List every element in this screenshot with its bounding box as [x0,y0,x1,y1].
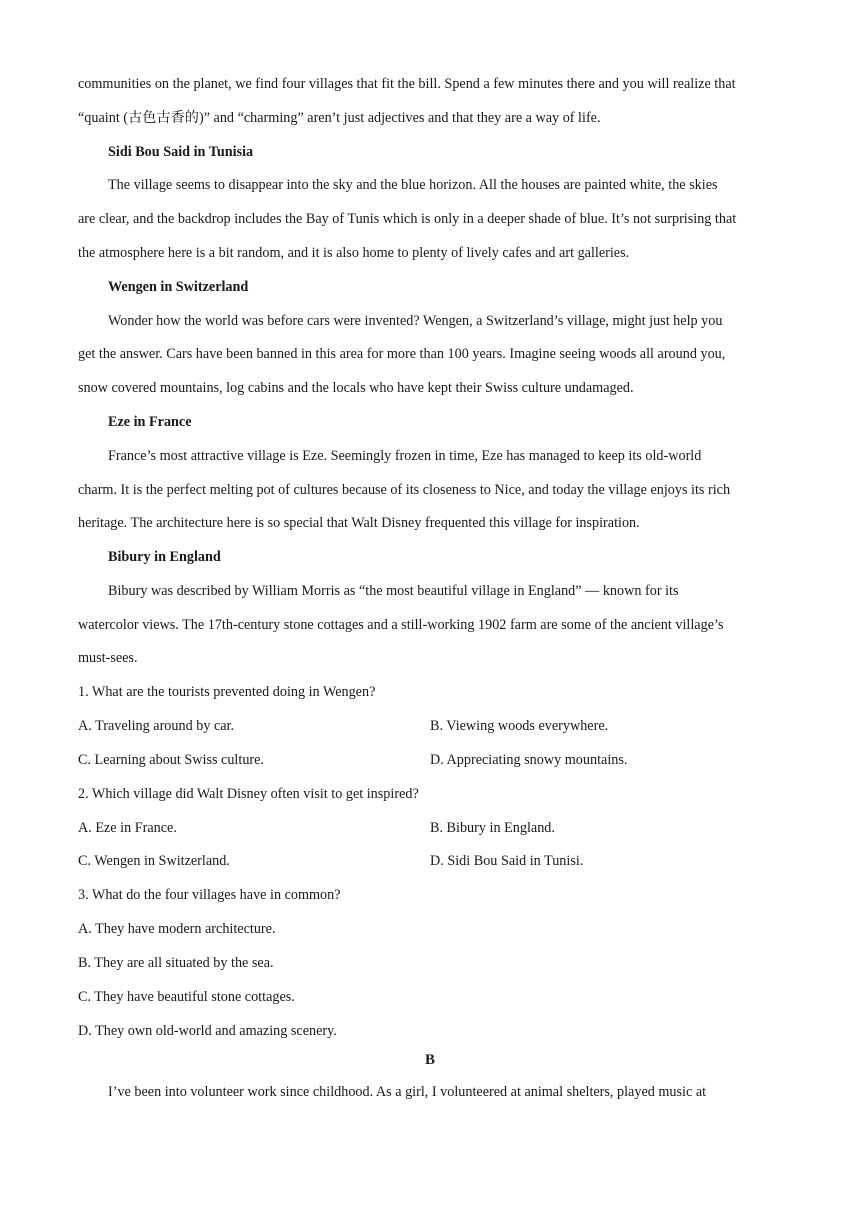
answer-option: D. Sidi Bou Said in Tunisi. [430,853,584,869]
answer-option: D. Appreciating snowy mountains. [430,752,628,768]
answer-option: A. Eze in France. [78,820,177,836]
answer-option: C. Wengen in Switzerland. [78,853,230,869]
paragraph-line: must-sees. [78,650,138,666]
answer-option: C. They have beautiful stone cottages. [78,989,295,1005]
section-heading-eze: Eze in France [108,414,192,430]
paragraph-line: are clear, and the backdrop includes the Bay of Tunis which is only in a deeper shade of blue. It’s not surprising that [78,211,737,227]
answer-option: A. Traveling around by car. [78,718,235,734]
passage-intro-line: “quaint (古色古香的)” and “charming” aren’t just adjectives and that they are a way of life. [78,110,601,126]
paragraph-line: The village seems to disappear into the sky and the blue horizon. All the houses are painted white, the skies [108,177,718,193]
question-stem: 3. What do the four villages have in common? [78,887,341,903]
passage-intro-line: communities on the planet, we find four villages that fit the bill. Spend a few minutes there and you will realize that [78,76,736,92]
answer-option: D. They own old-world and amazing scenery. [78,1023,337,1039]
paragraph-line: charm. It is the perfect melting pot of cultures because of its closeness to Nice, and today the village enjoys its rich [78,482,731,498]
paragraph-line: watercolor views. The 17th-century stone cottages and a still-working 1902 farm are some of the ancient village’s [78,617,724,633]
section-heading-bibury: Bibury in England [108,549,221,565]
answer-option: C. Learning about Swiss culture. [78,752,264,768]
paragraph-line: I’ve been into volunteer work since childhood. As a girl, I volunteered at animal shelters, played music at [108,1084,707,1100]
paragraph-line: the atmosphere here is a bit random, and it is also home to plenty of lively cafes and art galleries. [78,245,630,261]
answer-option: B. Viewing woods everywhere. [430,718,609,734]
answer-option: A. They have modern architecture. [78,921,276,937]
answer-option: B. They are all situated by the sea. [78,955,274,971]
question-stem: 2. Which village did Walt Disney often visit to get inspired? [78,786,419,802]
question-stem: 1. What are the tourists prevented doing in Wengen? [78,684,376,700]
paragraph-line: Wonder how the world was before cars were invented? Wengen, a Switzerland’s village, might just help you [108,313,723,329]
passage-b-title: B [424,1052,435,1068]
section-heading-sidi-bou-said: Sidi Bou Said in Tunisia [108,144,254,160]
section-heading-wengen: Wengen in Switzerland [108,279,249,295]
paragraph-line: heritage. The architecture here is so special that Walt Disney frequented this village for inspiration. [78,515,640,531]
paragraph-line: snow covered mountains, log cabins and the locals who have kept their Swiss culture undamaged. [78,380,634,396]
answer-option: B. Bibury in England. [430,820,555,836]
paragraph-line: get the answer. Cars have been banned in this area for more than 100 years. Imagine seeing woods all around you, [78,346,726,362]
paragraph-line: France’s most attractive village is Eze. Seemingly frozen in time, Eze has managed to keep its old-world [108,448,702,464]
paragraph-line: Bibury was described by William Morris as “the most beautiful village in England” — known for its [108,583,679,599]
